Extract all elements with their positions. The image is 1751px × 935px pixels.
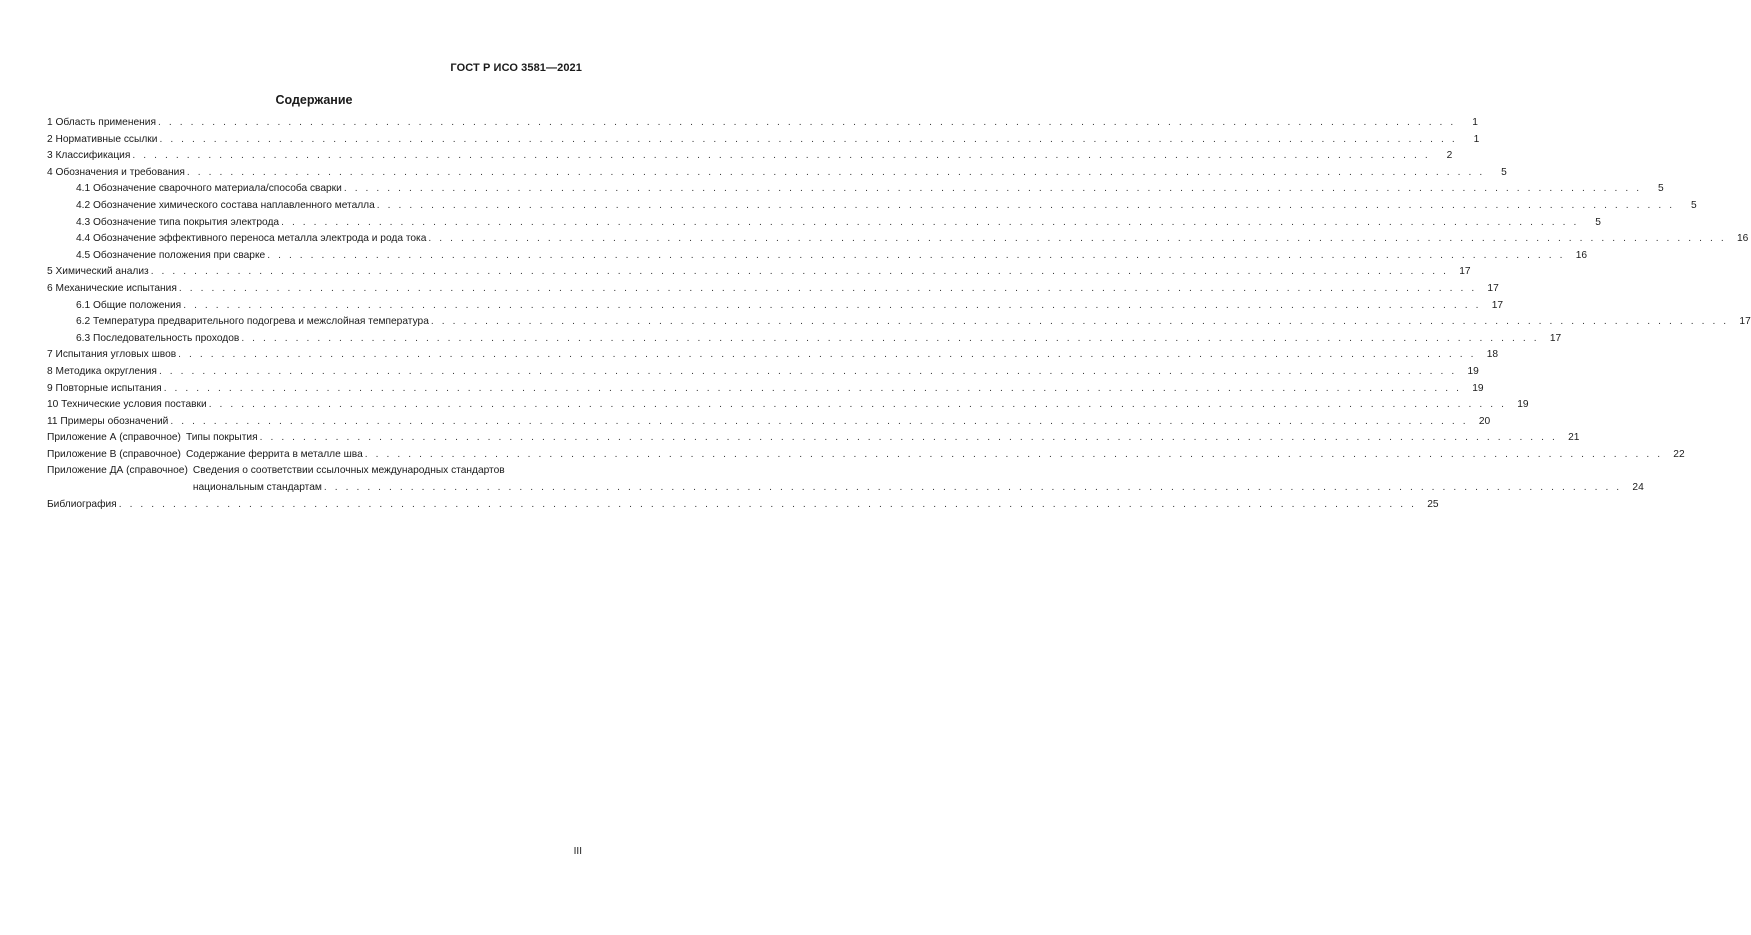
toc-entry <box>47 314 1751 331</box>
toc-entry-page: 16 <box>1736 233 1749 245</box>
toc-appendix-entry <box>47 447 1685 464</box>
toc-entry <box>47 181 1664 198</box>
toc-entry-page: 22 <box>1673 448 1685 460</box>
toc-entry-page: 5 <box>1658 183 1664 195</box>
toc-leader-dots: . . . . . . . . . . . . . . . . . . . . . . . . . . . . . . . . . . . . . . . . . . . . . . . . . . . . . . . . . . . . . . . . . . . . . . . . . . . . . . . . . . . . . . . . . . . . . . . . . . . . . . . . . . . . . . . . . . . . . . . . <box>343 183 1642 195</box>
toc-entry-page: 20 <box>1478 415 1491 427</box>
toc-entry-label: 2 Нормативные ссылки <box>47 133 158 145</box>
toc-entry <box>47 414 1491 431</box>
toc-entry-page: 5 <box>1595 216 1601 228</box>
toc-leader-dots: . . . . . . . . . . . . . . . . . . . . . . . . . . . . . . . . . . . . . . . . . . . . . . . . . . . . . . . . . . . . . . . . . . . . . . . . . . . . . . . . . . . . . . . . . . . . . . . . . . . . . . . . . . . . . . . . . . . . . . . . <box>183 299 1482 311</box>
appendix-prefix: Приложение ДА (справочное) <box>47 465 188 477</box>
toc-entry <box>47 248 1588 265</box>
toc-entry-page: 1 <box>1473 133 1480 145</box>
toc-leader-dots: . . . . . . . . . . . . . . . . . . . . . . . . . . . . . . . . . . . . . . . . . . . . . . . . . . . . . . . . . . . . . . . . . . . . . . . . . . . . . . . . . . . . . . . . . . . . . . . . . . . . . . . . . . . . . . . . . . . . . . . . <box>281 216 1579 228</box>
toc-entry-page: 19 <box>1517 399 1529 411</box>
toc-leader-dots: . . . . . . . . . . . . . . . . . . . . . . . . . . . . . . . . . . . . . . . . . . . . . . . . . . . . . . . . . . . . . . . . . . . . . . . . . . . . . . . . . . . . . . . . . . . . . . . . . . . . . . . . . . . . . . . . . . . . . . . . <box>150 266 1449 278</box>
toc-entry-label: 6 Механические испытания <box>47 282 177 294</box>
toc-entry-label: 6.2 Температура предварительного подогрева и межслойная температура <box>76 316 429 328</box>
toc-leader-dots: . . . . . . . . . . . . . . . . . . . . . . . . . . . . . . . . . . . . . . . . . . . . . . . . . . . . . . . . . . . . . . . . . . . . . . . . . . . . . . . . . . . . . . . . . . . . . . . . . . . . . . . . . . . . . . . . . . . . . . . . <box>178 282 1477 294</box>
appendix-title-line1: Сведения о соответствии ссылочных международных стандартов <box>192 465 505 477</box>
toc-entry-page: 17 <box>1459 266 1471 278</box>
toc-entry-label: 4.4 Обозначение эффективного переноса металла электрода и рода тока <box>76 233 427 245</box>
toc-entry-label: 7 Испытания угловых швов <box>47 349 177 361</box>
toc-leader-dots: . . . . . . . . . . . . . . . . . . . . . . . . . . . . . . . . . . . . . . . . . . . . . . . . . . . . . . . . . . . . . . . . . . . . . . . . . . . . . . . . . . . . . . . . . . . . . . . . . . . . . . . . . . . . . . . . . . . . . . . . <box>428 233 1727 245</box>
toc-bibliography-entry <box>47 497 1439 514</box>
toc-leader-dots: . . . . . . . . . . . . . . . . . . . . . . . . . . . . . . . . . . . . . . . . . . . . . . . . . . . . . . . . . . . . . . . . . . . . . . . . . . . . . . . . . . . . . . . . . . . . . . . . . . . . . . . . . . . . . . . . . . . . . . . . <box>159 133 1458 145</box>
toc-entry-page: 19 <box>1467 365 1479 377</box>
toc-leader-dots: . . . . . . . . . . . . . . . . . . . . . . . . . . . . . . . . . . . . . . . . . . . . . . . . . . . . . . . . . . . . . . . . . . . . . . . . . . . . . . . . . . . . . . . . . . . . . . . . . . . . . . . . . . . . . . . . . . . . . . . . <box>157 117 1456 128</box>
toc-entry <box>47 381 1484 398</box>
toc-leader-dots: . . . . . . . . . . . . . . . . . . . . . . . . . . . . . . . . . . . . . . . . . . . . . . . . . . . . . . . . . . . . . . . . . . . . . . . . . . . . . . . . . . . . . . . . . . . . . . . . . . . . . . . . . . . . . . . . . . . . . . . . <box>430 316 1729 328</box>
toc-entry-label: 1 Область применения <box>47 117 156 128</box>
appendix-title: Типы покрытия <box>185 432 258 444</box>
toc-appendix-entry <box>47 430 1580 447</box>
toc-entry-label: 4 Обозначения и требования <box>47 166 185 178</box>
appendix-title-line2: национальным стандартам <box>192 482 322 494</box>
toc-entry-page: 2 <box>1446 150 1453 162</box>
appendix-prefix: Приложение В (справочное) <box>47 448 181 460</box>
toc-entry-page: 25 <box>1427 498 1439 510</box>
toc-entry-page: 5 <box>1501 166 1507 178</box>
toc-entry-page: 21 <box>1568 432 1580 444</box>
toc-leader-dots: . . . . . . . . . . . . . . . . . . . . . . . . . . . . . . . . . . . . . . . . . . . . . . . . . . . . . . . . . . . . . . . . . . . . . . . . . . . . . . . . . . . . . . . . . . . . . . . . . . . . . . . . . . . . . . . . . . . . . . . . <box>267 249 1566 261</box>
page-number: III <box>573 846 582 857</box>
toc-leader-dots: . . . . . . . . . . . . . . . . . . . . . . . . . . . . . . . . . . . . . . . . . . . . . . . . . . . . . . . . . . . . . . . . . . . . . . . . . . . . . . . . . . . . . . . . . . . . . . . . . . . . . . . . . . . . . . . . . . . . . . . . <box>259 432 1558 444</box>
toc-entry <box>47 331 1562 348</box>
toc-leader-dots: . . . . . . . . . . . . . . . . . . . . . . . . . . . . . . . . . . . . . . . . . . . . . . . . . . . . . . . . . . . . . . . . . . . . . . . . . . . . . . . . . . . . . . . . . . . . . . . . . . . . . . . . . . . . . . . . . . . . . . . . <box>170 415 1469 427</box>
toc-entry <box>47 264 1471 281</box>
toc-entry-label: 4.3 Обозначение типа покрытия электрода <box>76 216 280 228</box>
toc-entry <box>47 148 1453 165</box>
toc-entry-label: 6.1 Общие положения <box>76 299 182 311</box>
document-code: ГОСТ Р ИСО 3581—2021 <box>450 62 582 74</box>
toc-entry-page: 17 <box>1487 282 1499 294</box>
toc-entry-label: 11 Примеры обозначений <box>47 415 169 427</box>
toc-entry-label: 5 Химический анализ <box>47 266 149 278</box>
toc-entry-label: 8 Методика округления <box>47 365 157 377</box>
toc-leader-dots: . . . . . . . . . . . . . . . . . . . . . . . . . . . . . . . . . . . . . . . . . . . . . . . . . . . . . . . . . . . . . . . . . . . . . . . . . . . . . . . . . . . . . . . . . . . . . . . . . . . . . . . . . . . . . . . . . . . . . . . . <box>186 166 1485 178</box>
toc-entry-page: 17 <box>1491 299 1504 311</box>
toc-entry <box>47 298 1504 315</box>
toc-leader-dots: . . . . . . . . . . . . . . . . . . . . . . . . . . . . . . . . . . . . . . . . . . . . . . . . . . . . . . . . . . . . . . . . . . . . . . . . . . . . . . . . . . . . . . . . . . . . . . . . . . . . . . . . . . . . . . . . . . . . . . . . <box>364 448 1663 460</box>
toc-entry <box>47 231 1749 248</box>
toc-entry-page: 18 <box>1486 349 1499 361</box>
toc-leader-dots: . . . . . . . . . . . . . . . . . . . . . . . . . . . . . . . . . . . . . . . . . . . . . . . . . . . . . . . . . . . . . . . . . . . . . . . . . . . . . . . . . . . . . . . . . . . . . . . . . . . . . . . . . . . . . . . . . . . . . . . . <box>163 382 1462 394</box>
toc-entry-label: 6.3 Последовательность проходов <box>76 332 240 344</box>
toc-entry-page: 17 <box>1739 316 1751 328</box>
toc-entry-label: 4.5 Обозначение положения при сварке <box>76 249 266 261</box>
toc-entry-page: 17 <box>1549 332 1562 344</box>
toc-leader-dots: . . . . . . . . . . . . . . . . . . . . . . . . . . . . . . . . . . . . . . . . . . . . . . . . . . . . . . . . . . . . . . . . . . . . . . . . . . . . . . . . . . . . . . . . . . . . . . . . . . . . . . . . . . . . . . . . . . . . . . . . <box>118 498 1417 510</box>
toc-leader-dots: . . . . . . . . . . . . . . . . . . . . . . . . . . . . . . . . . . . . . . . . . . . . . . . . . . . . . . . . . . . . . . . . . . . . . . . . . . . . . . . . . . . . . . . . . . . . . . . . . . . . . . . . . . . . . . . . . . . . . . . . <box>241 332 1540 344</box>
toc-entry-page: 1 <box>1472 117 1478 128</box>
toc-leader-dots: . . . . . . . . . . . . . . . . . . . . . . . . . . . . . . . . . . . . . . . . . . . . . . . . . . . . . . . . . . . . . . . . . . . . . . . . . . . . . . . . . . . . . . . . . . . . . . . . . . . . . . . . . . . . . . . . . . . . . . . . <box>208 399 1507 411</box>
toc-entry <box>47 215 1601 232</box>
toc-entry-label: 10 Технические условия поставки <box>47 399 207 411</box>
toc-entry <box>47 281 1499 298</box>
toc-entry-label: 3 Классификация <box>47 150 131 162</box>
bibliography-label: Библиография <box>47 498 117 510</box>
toc-entry-label: 4.1 Обозначение сварочного материала/способа сварки <box>76 183 342 195</box>
toc-entry <box>47 347 1499 364</box>
toc-leader-dots: . . . . . . . . . . . . . . . . . . . . . . . . . . . . . . . . . . . . . . . . . . . . . . . . . . . . . . . . . . . . . . . . . . . . . . . . . . . . . . . . . . . . . . . . . . . . . . . . . . . . . . . . . . . . . . . . . . . . . . . . <box>132 150 1431 162</box>
toc-leader-dots: . . . . . . . . . . . . . . . . . . . . . . . . . . . . . . . . . . . . . . . . . . . . . . . . . . . . . . . . . . . . . . . . . . . . . . . . . . . . . . . . . . . . . . . . . . . . . . . . . . . . . . . . . . . . . . . . . . . . . . . . <box>376 199 1675 211</box>
table-of-contents <box>47 115 1751 513</box>
toc-entry-label: 4.2 Обозначение химического состава наплавленного металла <box>76 199 375 211</box>
toc-entry-page: 19 <box>1472 382 1484 394</box>
toc-appendix-entry <box>47 463 1644 496</box>
toc-entry <box>47 132 1480 149</box>
toc-entry-page: 24 <box>1632 482 1644 494</box>
toc-entry <box>47 364 1479 381</box>
toc-entry <box>47 115 1478 132</box>
toc-leader-dots: . . . . . . . . . . . . . . . . . . . . . . . . . . . . . . . . . . . . . . . . . . . . . . . . . . . . . . . . . . . . . . . . . . . . . . . . . . . . . . . . . . . . . . . . . . . . . . . . . . . . . . . . . . . . . . . . . . . . . . . . <box>178 349 1477 361</box>
appendix-prefix: Приложение А (справочное) <box>47 432 181 444</box>
toc-leader-dots: . . . . . . . . . . . . . . . . . . . . . . . . . . . . . . . . . . . . . . . . . . . . . . . . . . . . . . . . . . . . . . . . . . . . . . . . . . . . . . . . . . . . . . . . . . . . . . . . . . . . . . . . . . . . . . . . . . . . . . . . <box>323 482 1622 494</box>
toc-leader-dots: . . . . . . . . . . . . . . . . . . . . . . . . . . . . . . . . . . . . . . . . . . . . . . . . . . . . . . . . . . . . . . . . . . . . . . . . . . . . . . . . . . . . . . . . . . . . . . . . . . . . . . . . . . . . . . . . . . . . . . . . <box>158 365 1457 377</box>
toc-entry-page: 16 <box>1575 249 1588 261</box>
toc-entry <box>47 165 1507 182</box>
toc-entry-page: 5 <box>1691 199 1697 211</box>
appendix-title: Содержание феррита в металле шва <box>185 448 363 460</box>
toc-entry-label: 9 Повторные испытания <box>47 382 162 394</box>
toc-entry <box>47 198 1697 215</box>
toc-title: Содержание <box>275 93 353 107</box>
toc-entry <box>47 397 1529 414</box>
